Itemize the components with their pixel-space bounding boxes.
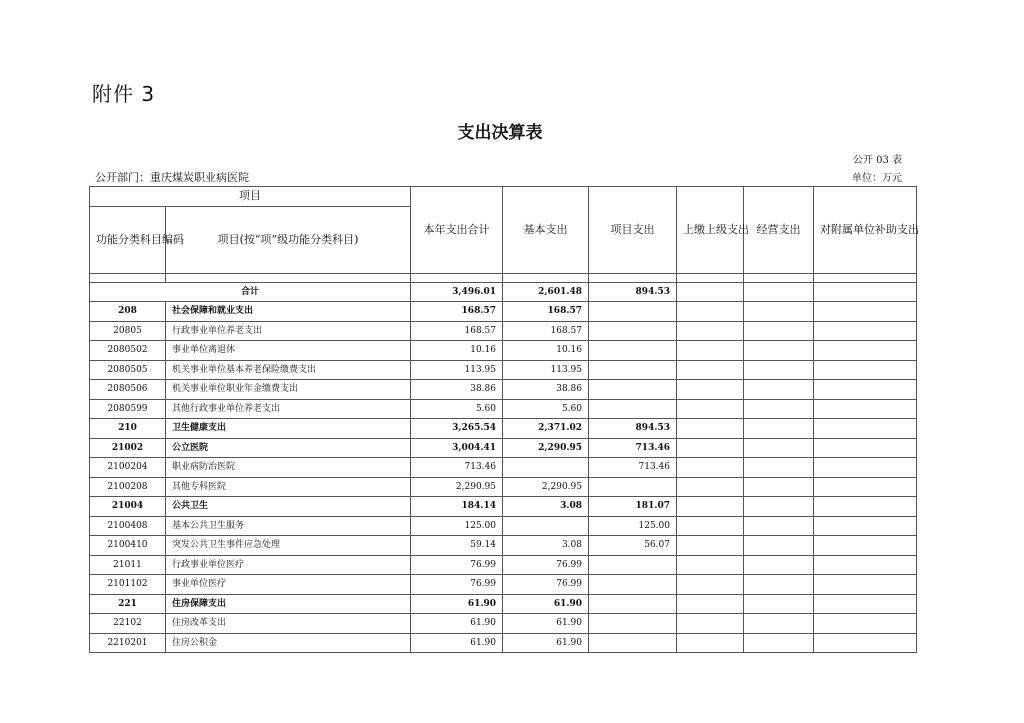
project-cell: 713.46 xyxy=(589,438,677,458)
project-cell xyxy=(589,360,677,380)
total-cell: 3,496.01 xyxy=(411,282,503,302)
table-row xyxy=(90,321,917,341)
remit-cell xyxy=(677,594,744,614)
basic-cell: 76.99 xyxy=(503,555,589,575)
subsidy-cell xyxy=(814,614,917,634)
remit-cell xyxy=(677,341,744,361)
header-code: 功能分类科目编码 xyxy=(90,206,166,273)
page-title: 支出决算表 xyxy=(457,123,543,143)
remit-cell xyxy=(677,458,744,478)
remit-cell xyxy=(677,302,744,322)
code-cell: 21002 xyxy=(90,438,166,458)
table-row xyxy=(90,380,917,400)
name-cell: 机关事业单位基本养老保险缴费支出 xyxy=(166,360,411,380)
subsidy-cell xyxy=(814,341,917,361)
basic-cell: 2,290.95 xyxy=(503,438,589,458)
header-project: 项目 xyxy=(90,187,411,207)
project-cell xyxy=(589,594,677,614)
code-cell: 21011 xyxy=(90,555,166,575)
total-cell: 59.14 xyxy=(411,536,503,556)
business-cell xyxy=(744,321,814,341)
name-cell: 住房保障支出 xyxy=(166,594,411,614)
remit-cell xyxy=(677,536,744,556)
remit-cell xyxy=(677,438,744,458)
business-cell xyxy=(744,594,814,614)
table-row xyxy=(90,594,917,614)
remit-cell xyxy=(677,555,744,575)
project-cell xyxy=(589,575,677,595)
table-row xyxy=(90,419,917,439)
total-cell: 168.57 xyxy=(411,321,503,341)
project-cell xyxy=(589,302,677,322)
table-row xyxy=(90,302,917,322)
basic-cell: 10.16 xyxy=(503,341,589,361)
total-cell: 76.99 xyxy=(411,575,503,595)
code-cell: 2080506 xyxy=(90,380,166,400)
name-cell: 公立医院 xyxy=(166,438,411,458)
project-cell xyxy=(589,633,677,653)
table-row xyxy=(90,399,917,419)
name-cell: 住房改革支出 xyxy=(166,614,411,634)
business-cell xyxy=(744,614,814,634)
project-cell xyxy=(589,321,677,341)
total-cell: 76.99 xyxy=(411,555,503,575)
subsidy-cell xyxy=(814,633,917,653)
total-cell: 61.90 xyxy=(411,633,503,653)
remit-cell xyxy=(677,419,744,439)
project-cell xyxy=(589,477,677,497)
name-cell: 事业单位医疗 xyxy=(166,575,411,595)
spacer-row xyxy=(90,273,917,282)
business-cell xyxy=(744,438,814,458)
total-cell: 61.90 xyxy=(411,614,503,634)
total-cell: 125.00 xyxy=(411,516,503,536)
name-cell: 其他行政事业单位养老支出 xyxy=(166,399,411,419)
remit-cell xyxy=(677,380,744,400)
name-cell: 其他专科医院 xyxy=(166,477,411,497)
remit-cell xyxy=(677,497,744,517)
subsidy-cell xyxy=(814,516,917,536)
header-total: 本年支出合计 xyxy=(411,187,503,274)
subsidy-cell xyxy=(814,321,917,341)
table-row xyxy=(90,633,917,653)
remit-cell xyxy=(677,614,744,634)
header-basic: 基本支出 xyxy=(503,187,589,274)
code-cell: 2080599 xyxy=(90,399,166,419)
code-cell: 221 xyxy=(90,594,166,614)
subsidy-cell xyxy=(814,438,917,458)
code-cell: 2080505 xyxy=(90,360,166,380)
unit-label: 单位：万元 xyxy=(852,173,902,184)
project-cell xyxy=(589,341,677,361)
table-row xyxy=(90,516,917,536)
remit-cell xyxy=(677,477,744,497)
basic-cell xyxy=(503,516,589,536)
project-cell: 181.07 xyxy=(589,497,677,517)
name-cell: 突发公共卫生事件应急处理 xyxy=(166,536,411,556)
total-cell: 113.95 xyxy=(411,360,503,380)
header-remit: 上缴上级支出 xyxy=(677,187,744,274)
table-row xyxy=(90,497,917,517)
business-cell xyxy=(744,419,814,439)
project-cell: 56.07 xyxy=(589,536,677,556)
name-cell: 社会保障和就业支出 xyxy=(166,302,411,322)
form-code: 公开 03 表 xyxy=(852,155,902,166)
name-cell: 事业单位离退休 xyxy=(166,341,411,361)
total-cell: 168.57 xyxy=(411,302,503,322)
subsidy-cell xyxy=(814,360,917,380)
code-cell: 210 xyxy=(90,419,166,439)
header-project-expense: 项目支出 xyxy=(589,187,677,274)
table-row xyxy=(90,536,917,556)
total-cell: 713.46 xyxy=(411,458,503,478)
total-cell: 38.86 xyxy=(411,380,503,400)
subsidy-cell xyxy=(814,555,917,575)
table-row xyxy=(90,555,917,575)
basic-cell: 61.90 xyxy=(503,614,589,634)
basic-cell: 168.57 xyxy=(503,302,589,322)
subsidy-cell xyxy=(814,575,917,595)
table-row xyxy=(90,360,917,380)
project-cell xyxy=(589,555,677,575)
remit-cell xyxy=(677,321,744,341)
basic-cell: 168.57 xyxy=(503,321,589,341)
expenditure-table xyxy=(89,186,917,653)
code-cell: 2100410 xyxy=(90,536,166,556)
code-cell: 22102 xyxy=(90,614,166,634)
basic-cell xyxy=(503,458,589,478)
project-cell xyxy=(589,380,677,400)
subsidy-cell xyxy=(814,282,917,302)
basic-cell: 2,290.95 xyxy=(503,477,589,497)
subsidy-cell xyxy=(814,458,917,478)
remit-cell xyxy=(677,360,744,380)
total-label: 合计 xyxy=(90,282,411,302)
business-cell xyxy=(744,516,814,536)
code-cell: 2080502 xyxy=(90,341,166,361)
code-cell: 21004 xyxy=(90,497,166,517)
total-cell: 3,004.41 xyxy=(411,438,503,458)
basic-cell: 5.60 xyxy=(503,399,589,419)
subsidy-cell xyxy=(814,477,917,497)
business-cell xyxy=(744,458,814,478)
business-cell xyxy=(744,497,814,517)
basic-cell: 76.99 xyxy=(503,575,589,595)
code-cell: 2100204 xyxy=(90,458,166,478)
project-cell: 713.46 xyxy=(589,458,677,478)
code-cell: 208 xyxy=(90,302,166,322)
subsidy-cell xyxy=(814,536,917,556)
basic-cell: 38.86 xyxy=(503,380,589,400)
remit-cell xyxy=(677,516,744,536)
project-cell: 125.00 xyxy=(589,516,677,536)
remit-cell xyxy=(677,399,744,419)
subsidy-cell xyxy=(814,419,917,439)
basic-cell: 113.95 xyxy=(503,360,589,380)
total-cell: 3,265.54 xyxy=(411,419,503,439)
total-row xyxy=(90,282,917,302)
total-cell: 5.60 xyxy=(411,399,503,419)
business-cell xyxy=(744,380,814,400)
basic-cell: 3.08 xyxy=(503,536,589,556)
table-row xyxy=(90,438,917,458)
name-cell: 职业病防治医院 xyxy=(166,458,411,478)
subsidy-cell xyxy=(814,594,917,614)
project-cell xyxy=(589,614,677,634)
business-cell xyxy=(744,633,814,653)
basic-cell: 2,601.48 xyxy=(503,282,589,302)
total-cell: 2,290.95 xyxy=(411,477,503,497)
table-row xyxy=(90,458,917,478)
table-row xyxy=(90,614,917,634)
header-subsidy: 对附属单位补助支出 xyxy=(814,187,917,274)
attachment-label: 附件 3 xyxy=(92,82,156,106)
department-label: 公开部门：重庆煤炭职业病医院 xyxy=(95,171,249,184)
basic-cell: 61.90 xyxy=(503,594,589,614)
code-cell: 20805 xyxy=(90,321,166,341)
business-cell xyxy=(744,282,814,302)
business-cell xyxy=(744,302,814,322)
total-cell: 184.14 xyxy=(411,497,503,517)
code-cell: 2210201 xyxy=(90,633,166,653)
header-business: 经营支出 xyxy=(744,187,814,274)
remit-cell xyxy=(677,633,744,653)
header-name: 项目(按“项”级功能分类科目) xyxy=(166,206,411,273)
table-row xyxy=(90,341,917,361)
name-cell: 住房公积金 xyxy=(166,633,411,653)
total-cell: 61.90 xyxy=(411,594,503,614)
remit-cell xyxy=(677,282,744,302)
name-cell: 机关事业单位职业年金缴费支出 xyxy=(166,380,411,400)
business-cell xyxy=(744,536,814,556)
subsidy-cell xyxy=(814,380,917,400)
code-cell: 2100208 xyxy=(90,477,166,497)
project-cell: 894.53 xyxy=(589,419,677,439)
basic-cell: 2,371.02 xyxy=(503,419,589,439)
name-cell: 行政事业单位医疗 xyxy=(166,555,411,575)
name-cell: 公共卫生 xyxy=(166,497,411,517)
remit-cell xyxy=(677,575,744,595)
business-cell xyxy=(744,399,814,419)
name-cell: 行政事业单位养老支出 xyxy=(166,321,411,341)
code-cell: 2101102 xyxy=(90,575,166,595)
basic-cell: 3.08 xyxy=(503,497,589,517)
basic-cell: 61.90 xyxy=(503,633,589,653)
subsidy-cell xyxy=(814,497,917,517)
business-cell xyxy=(744,555,814,575)
business-cell xyxy=(744,360,814,380)
name-cell: 基本公共卫生服务 xyxy=(166,516,411,536)
table-row xyxy=(90,477,917,497)
table-row xyxy=(90,575,917,595)
subsidy-cell xyxy=(814,302,917,322)
business-cell xyxy=(744,341,814,361)
business-cell xyxy=(744,477,814,497)
total-cell: 10.16 xyxy=(411,341,503,361)
code-cell: 2100408 xyxy=(90,516,166,536)
project-cell xyxy=(589,399,677,419)
business-cell xyxy=(744,575,814,595)
subsidy-cell xyxy=(814,399,917,419)
project-cell: 894.53 xyxy=(589,282,677,302)
name-cell: 卫生健康支出 xyxy=(166,419,411,439)
